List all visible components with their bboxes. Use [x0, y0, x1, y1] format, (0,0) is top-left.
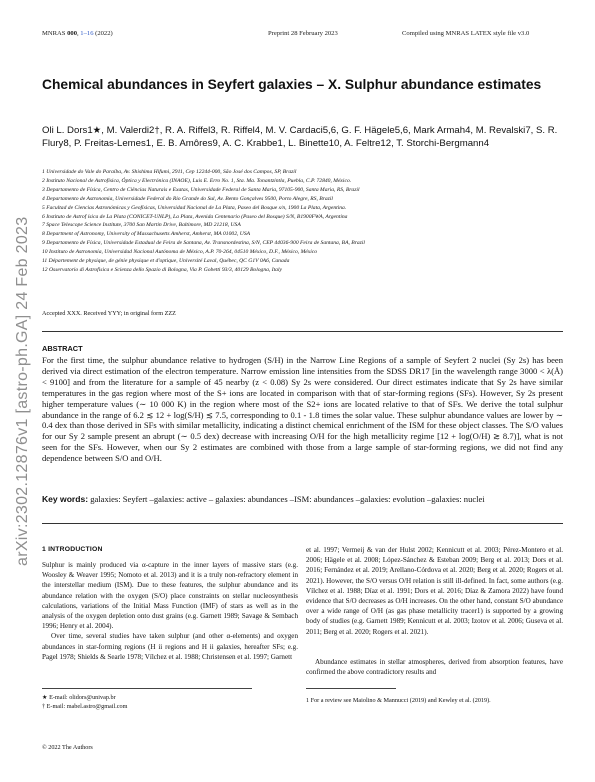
preprint-date: Preprint 28 February 2023 — [268, 30, 338, 37]
affiliation: 3 Departamento de Física, Centro de Ciências Naturais e Exatas, Universidade Federal de Santa Maria, 97105-900, Santa Maria, RS, Brazil — [42, 186, 360, 193]
email-2[interactable]: † E-mail: mabel.astro@gmail.com — [42, 703, 128, 710]
abstract-text: For the first time, the sulphur abundance relative to hydrogen (S/H) in the Narrow Line Regions of a sample of Seyfert 2 nuclei (Sy 2s) has been derived via direct estimation of the electron temperature. Narrow emission line intensities from the SDSS DR17 [in the wavelength range 3000 < λ(Å) < 9100] and from the literature for a sample of 45 nearby (z < 0.08) Sy 2s were considered. Our direct estimates indicate that Sy 2s have similar temperatures in the gas region where most of the S+ ions are located in comparison with that of star-forming regions (SFs). However, Sy 2s present higher temperature values (∼ 10 000 K) in the region where most of the S2+ ions are located relative to that of SFs. We derive the total sulphur abundance in the range of 6.2 ≲ 12 + log(S/H) ≲ 7.5, corresponding to 0.1 - 1.8 times the solar value. These sulphur abundance values are lower by ∼ 0.4 dex than those derived in SFs with similar metallicity, indicating a distinct chemical enrichment of the ISM for these object classes. The S/O values for our Sy 2 sample present an abrupt (∼ 0.5 dex) decrease with increasing O/H for the high metallicity regime [12 + log(O/H) ≳ 8.7)], what is not seen for the SFs. However, when our Sy 2 estimates are combined with those from a large sample of star-forming regions, we did not find any dependence between S/O and O/H. — [42, 355, 563, 464]
divider — [42, 523, 563, 524]
style-note: Compiled using MNRAS LATEX style file v3.0 — [402, 30, 530, 37]
page-range-link[interactable]: 1–16 — [80, 30, 94, 37]
column-right — [306, 545, 563, 673]
affiliation: 5 Facultad de Ciencias Astronómicas y Geofísicas, Universidad Nacional de La Plata, Paseo del Bosque s/n, 1900 La Plata, Argentina. — [42, 204, 347, 211]
email-1[interactable]: ★ E-mail: olidors@univap.br — [42, 694, 116, 701]
keywords-list: galaxies: Seyfert –galaxies: active – galaxies: abundances –ISM: abundances –galaxies: evolution –galaxies: nuclei — [90, 494, 485, 504]
column-left — [42, 560, 298, 674]
affiliation: 2 Instituto Nacional de Astrofísica, Óptica y Electrónica (INAOE), Luis E. Erro No. 1, Sta. Ma. Tonantzintla, Puebla, C.P. 72840, México. — [42, 177, 352, 184]
footnote-rule — [42, 688, 252, 689]
journal-year: (2022) — [95, 30, 113, 37]
divider — [42, 331, 563, 332]
affiliation: 4 Departamento de Astronomia, Universidade Federal do Rio Grande do Sul, Av. Bento Gonçalves 9500, Porto Alegre, RS, Brazil — [42, 195, 333, 202]
column-right-continued — [306, 657, 563, 675]
affiliation: 1 Universidade do Vale do Paraíba, Av. Shishima Hifumi, 2911, Cep 12244-000, São José dos Campos, SP, Brazil — [42, 169, 297, 175]
copyright: © 2022 The Authors — [42, 744, 93, 751]
affiliation: 9 Departamento de Física, Universidade Estadual de Feira de Santana, Av. Transnordestina, S/N, CEP 44036-900 Feira de Santana, BA, Brazil — [42, 240, 365, 247]
keywords-label: Key words: — [42, 494, 89, 504]
affiliation: 12 Osservatorio di Astrofisica e Scienza dello Spazio di Bologna, Via P. Gobetti 93/3, 40129 Bologna, Italy — [42, 266, 282, 273]
journal-name: MNRAS — [42, 30, 66, 37]
accepted-line: Accepted XXX. Received YYY; in original form ZZZ — [42, 310, 176, 317]
affiliation: 8 Department of Astronomy, University of Massachusetts Amherst, Amherst, MA 01002, USA — [42, 231, 251, 238]
affiliation: 10 Instituto de Astronomía, Universidad Nacional Autónoma de México, A.P. 70-264, 04510 México, D.F., México, México — [42, 249, 318, 256]
author-list: Oli L. Dors1★, M. Valerdi2†, R. A. Riffel3, R. Riffel4, M. V. Cardaci5,6, G. F. Hägele5,6, Mark Armah4, M. Revalski7, S. R. Flury8, P. Freitas-Lemes1, E. B. Amôres9, A. C. Krabbe1, L. Binette10, A. Feltre12, T. Storchi-Bergmann4 — [42, 125, 558, 149]
affiliation: 7 Space Telescope Science Institute, 3700 San Martin Drive, Baltimore, MD 21218, USA — [42, 222, 241, 229]
keywords — [42, 494, 563, 504]
running-header-left: MNRAS 000, 1–16 (2022) — [42, 30, 113, 37]
paragraph: Sulphur is mainly produced via α-capture in the inner layers of massive stars (e.g. Woosley & Weaver 1995; Nomoto et al. 2013) and it is a truly non-refractory element in the interstellar medium (ISM). Due to these features, the sulphur abundance and its abundance relation with the oxygen (S/O) place constraints on stellar nucleosynthesis calculations, variations of the Initial Mass Function (IMF) of stars as well as in the analysis of the oxygen depletion onto dust grains (e.g. Garnett 1989; Savage & Sembach 1996; Henry et al. 2004). — [42, 561, 298, 631]
footnote-rule — [306, 688, 396, 689]
paragraph: et al. 1997; Vermeij & van der Hulst 2002; Kennicutt et al. 2003; Pérez-Montero et al. 2006; Hägele et al. 2008; López-Sánchez & Esteban 2009; Berg et al. 2013; Dors et al. 2016; Fernández et al. 2019; Arellano-Córdova et al. 2020; Berg et al. 2020; Rogers et al. 2021). However, the S/O versus O/H relation is still ill-defined. In fact, some authors (e.g. Vílchez et al. 1988; Díaz et al. 1991; Dors et al. 2016; Díaz & Zamora 2022) have found evidence that S/O decreases as O/H increases. On the other hand, constant S/O abundance over a wide range of O/H (as gas phase metallicity tracer1) is supported by a growing body of studies (e.g. Garnett 1989; Kennicutt et al. 2003; Izotov et al. 2006; Guseva et al. 2011; Berg et al. 2020; Rogers et al. 2021). — [306, 546, 563, 636]
affiliations — [42, 168, 562, 275]
paragraph: Over time, several studies have taken sulphur (and other α-elements) and oxygen abundances in star-forming regions (H ii regions and H ii galaxies, hereafter SFs; e.g. Pagel 1978; Shields & Searle 1978; Vílchez et al. 1988; Christensen et al. 1997; Garnett — [42, 632, 298, 661]
section-heading: 1 INTRODUCTION — [42, 546, 103, 553]
arxiv-stamp[interactable]: arXiv:2302.12876v1 [astro-ph.GA] 24 Feb 2023 — [14, 216, 31, 566]
affiliation: 11 Département de physique, de génie physique et d'optique, Université Laval, Québec, QC G1V 0A6, Canada — [42, 258, 290, 265]
abstract-heading: ABSTRACT — [42, 344, 83, 353]
journal-volume: 000 — [67, 30, 77, 37]
paragraph: Abundance estimates in stellar atmospheres, derived from absorption features, have confirmed the above contradictory results and — [306, 658, 563, 675]
footnote: 1 For a review see Maiolino & Mannucci (2019) and Kewley et al. (2019). — [306, 697, 491, 704]
paper-title: Chemical abundances in Seyfert galaxies – X. Sulphur abundance estimates — [42, 77, 542, 92]
affiliation: 6 Instituto de Astrof ísica de La Plata (CONICET-UNLP), La Plata, Avenida Centenario (Paseo del Bosque) S/N, B1900FWA, Argentina — [42, 213, 348, 220]
